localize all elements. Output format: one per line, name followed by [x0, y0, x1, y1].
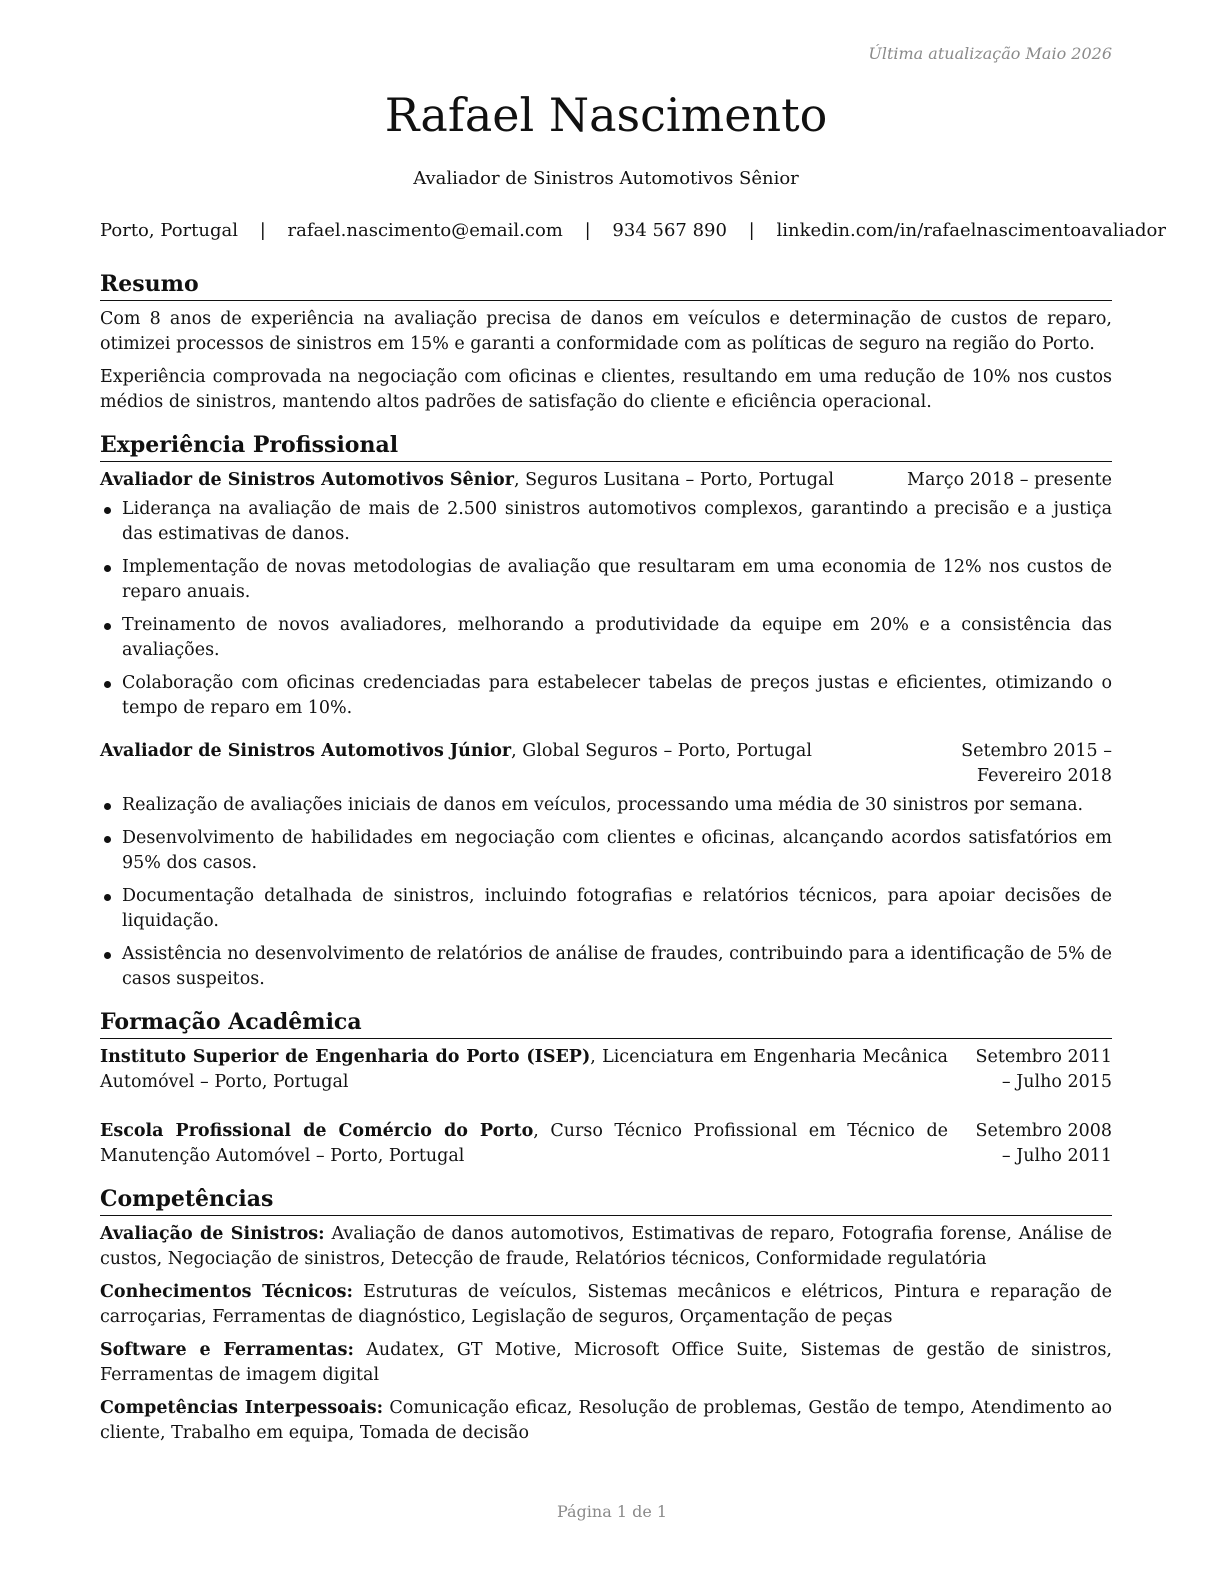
skill-text: Estruturas de veículos, Sistemas mecânicos e elétricos, Pintura e reparação de carroçarias, Ferramentas de diagnóstico, Legislação de seguros, Orçamentação de peças: [100, 1282, 1112, 1327]
list-item: [100, 671, 1112, 721]
education-text: [100, 1119, 948, 1169]
skill-label: Competências Interpessoais:: [100, 1398, 384, 1418]
section-title-summary: Resumo: [100, 270, 1112, 301]
education-dates: Setembro 2008 – Julho 2011: [975, 1121, 1112, 1166]
list-item: [100, 942, 1112, 992]
job-bullets: [100, 497, 1112, 721]
list-item: [100, 613, 1112, 663]
education-institution: Escola Profissional de Comércio do Porto: [100, 1121, 534, 1141]
job-header: [100, 468, 1112, 493]
contact-phone: 934 567 890: [612, 220, 727, 241]
job-company: , Global Seguros – Porto, Portugal: [511, 741, 812, 761]
resume-content: [100, 270, 1112, 1462]
candidate-name: Rafael Nascimento: [384, 88, 828, 142]
education-entry: [100, 1119, 1112, 1169]
education-institution: Instituto Superior de Engenharia do Porto (ISEP): [100, 1047, 591, 1067]
job-entry: [100, 468, 1112, 721]
skill-group: [100, 1338, 1112, 1388]
list-item: [100, 497, 1112, 547]
skill-label: Avaliação de Sinistros:: [100, 1224, 325, 1244]
bullet-text: Colaboração com oficinas credenciadas para estabelecer tabelas de preços justas e eficientes, otimizando o tempo de reparo em 10%.: [122, 673, 1112, 718]
contact-linkedin[interactable]: linkedin.com/in/rafaelnascimentoavaliador: [776, 220, 1166, 241]
contact-separator: |: [584, 220, 591, 241]
bullet-icon: [104, 681, 111, 688]
education-detail: , Licenciatura em Engenharia Mecânica Automóvel – Porto, Portugal: [100, 1047, 948, 1092]
job-bullets: [100, 793, 1112, 992]
bullet-text: Desenvolvimento de habilidades em negociação com clientes e oficinas, alcançando acordos satisfatórios em 95% dos casos.: [122, 828, 1112, 873]
job-entry: [100, 739, 1112, 992]
section-title-education: Formação Acadêmica: [100, 1008, 1112, 1039]
bullet-icon: [104, 623, 111, 630]
job-dates: Setembro 2015 – Fevereiro 2018: [961, 741, 1112, 786]
contact-separator: |: [748, 220, 755, 241]
job-title-line: [100, 468, 895, 493]
candidate-headline: Avaliador de Sinistros Automotivos Sênior: [413, 168, 799, 189]
contact-separator: |: [259, 220, 266, 241]
skill-group: [100, 1222, 1112, 1272]
bullet-text: Treinamento de novos avaliadores, melhorando a produtividade da equipe em 20% e a consistência das avaliações.: [122, 615, 1112, 660]
job-title-line: [100, 739, 860, 789]
contact-location: Porto, Portugal: [100, 220, 238, 241]
list-item: [100, 555, 1112, 605]
job-role: Avaliador de Sinistros Automotivos Sênior: [100, 470, 514, 490]
bullet-icon: [104, 507, 111, 514]
job-header: [100, 739, 1112, 789]
bullet-text: Implementação de novas metodologias de avaliação que resultaram em uma economia de 12% nos custos de reparo anuais.: [122, 557, 1112, 602]
bullet-text: Assistência no desenvolvimento de relatórios de análise de fraudes, contribuindo para a identificação de 5% de casos suspeitos.: [122, 944, 1112, 989]
job-company: , Seguros Lusitana – Porto, Portugal: [513, 470, 835, 490]
contact-line: [100, 220, 1166, 241]
skill-text: Audatex, GT Motive, Microsoft Office Suite, Sistemas de gestão de sinistros, Ferramentas de imagem digital: [100, 1340, 1112, 1385]
job-role: Avaliador de Sinistros Automotivos Júnior: [100, 741, 512, 761]
bullet-icon: [104, 952, 111, 959]
summary-paragraph: Experiência comprovada na negociação com oficinas e clientes, resultando em uma redução de 10% nos custos médios de sinistros, mantendo altos padrões de satisfação do cliente e eficiência operacional.: [100, 367, 1112, 412]
last-updated: Última atualização Maio 2026: [868, 44, 1112, 63]
skills-section: [100, 1185, 1112, 1446]
bullet-text: Documentação detalhada de sinistros, incluindo fotografias e relatórios técnicos, para apoiar decisões de liquidação.: [122, 886, 1112, 931]
education-dates: Setembro 2011 – Julho 2015: [975, 1047, 1112, 1092]
bullet-icon: [104, 565, 111, 572]
bullet-text: Realização de avaliações iniciais de danos em veículos, processando uma média de 30 sinistros por semana.: [122, 795, 1084, 815]
education-entry: [100, 1045, 1112, 1095]
bullet-icon: [104, 836, 111, 843]
skill-text: Avaliação de danos automotivos, Estimativas de reparo, Fotografia forense, Análise de custos, Negociação de sinistros, Detecção de fraude, Relatórios técnicos, Conformidade regulatória: [100, 1224, 1113, 1269]
education-text: [100, 1045, 948, 1095]
bullet-icon: [104, 803, 111, 810]
section-title-skills: Competências: [100, 1185, 1112, 1216]
skill-group: [100, 1280, 1112, 1330]
summary-section: [100, 270, 1112, 415]
skill-group: [100, 1396, 1112, 1446]
contact-email[interactable]: rafael.nascimento@email.com: [287, 220, 563, 241]
education-detail: , Curso Técnico Profissional em Técnico de Manutenção Automóvel – Porto, Portugal: [100, 1121, 949, 1166]
section-title-experience: Experiência Profissional: [100, 431, 1112, 462]
list-item: [100, 884, 1112, 934]
skill-text: Comunicação eficaz, Resolução de problemas, Gestão de tempo, Atendimento ao cliente, Trabalho em equipa, Tomada de decisão: [100, 1398, 1112, 1443]
list-item: [100, 826, 1112, 876]
education-section: [100, 1008, 1112, 1169]
job-dates: Março 2018 – presente: [907, 470, 1112, 490]
bullet-icon: [104, 894, 111, 901]
skill-label: Software e Ferramentas:: [100, 1340, 354, 1360]
skill-label: Conhecimentos Técnicos:: [100, 1282, 353, 1302]
summary-paragraph: Com 8 anos de experiência na avaliação precisa de danos em veículos e determinação de custos de reparo, otimizei processos de sinistros em 15% e garanti a conformidade com as políticas de seguro na região do Porto.: [100, 309, 1112, 354]
experience-section: [100, 431, 1112, 992]
list-item: [100, 793, 1112, 818]
page-number: Página 1 de 1: [556, 1502, 668, 1521]
bullet-text: Liderança na avaliação de mais de 2.500 sinistros automotivos complexos, garantindo a precisão e a justiça das estimativas de danos.: [122, 499, 1112, 544]
